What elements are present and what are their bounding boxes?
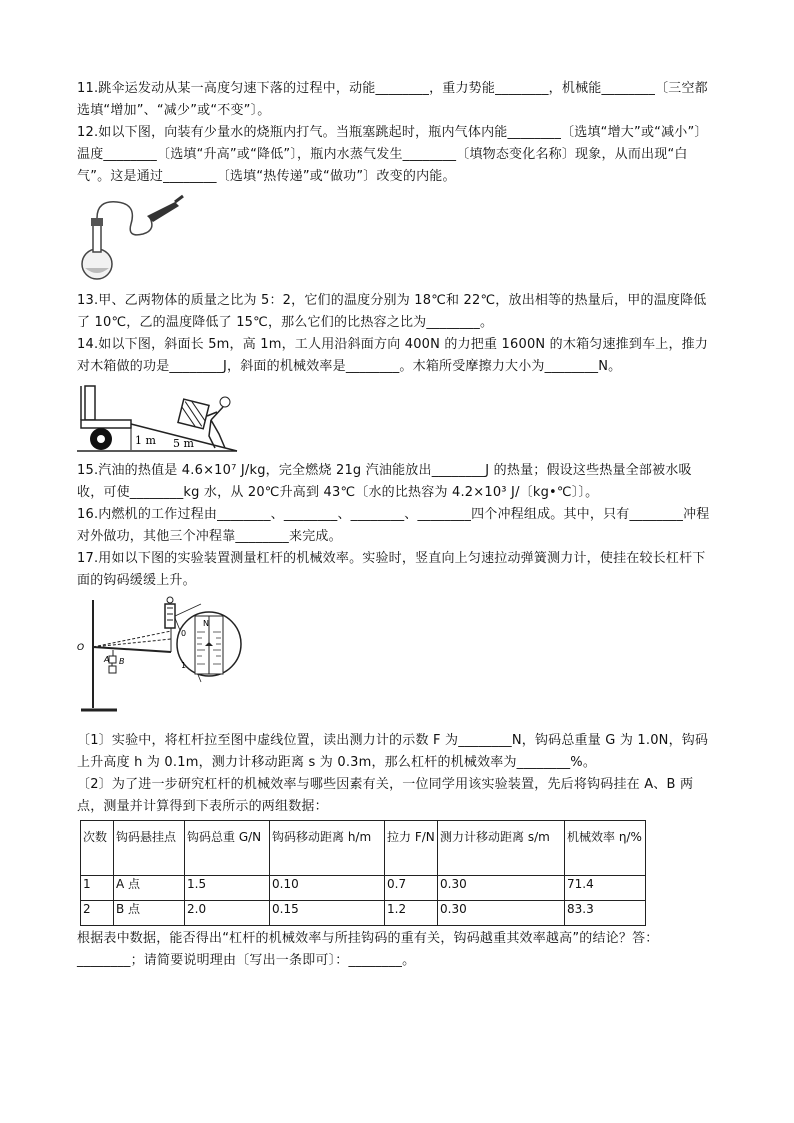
incline-figure bbox=[77, 382, 717, 454]
question-11: 11.跳伞运发动从某一高度匀速下落的过程中，动能________，重力势能________，机械能________〔三空都选填“增加”、“减少”或“不变”〕。 bbox=[77, 81, 708, 118]
length-label: 5 m bbox=[173, 437, 194, 450]
table-cell: 2.0 bbox=[185, 901, 270, 926]
point-a-label: A bbox=[104, 655, 110, 664]
table-cell: 2 bbox=[81, 901, 114, 926]
table-cell: 0.30 bbox=[438, 876, 565, 901]
question-17: 17.用如以下图的实验装置测量杠杆的机械效率。实验时，竖直向上匀速拉动弹簧测力计，使挂在较长杠杆下面的钩码缓缓上升。 bbox=[77, 551, 706, 588]
point-b-label: B bbox=[119, 657, 125, 666]
scale-tick-1-label: 1 bbox=[181, 661, 187, 670]
table-row bbox=[81, 876, 646, 901]
table-cell: A 点 bbox=[114, 876, 185, 901]
flask-pump-figure bbox=[77, 194, 717, 284]
table-header-row bbox=[81, 821, 646, 876]
table-cell: 0.30 bbox=[438, 901, 565, 926]
table-header-cell: 测力计移动距离 s/m bbox=[438, 821, 565, 876]
question-17-conclusion: 根据表中数据，能否得出“杠杆的机械效率与所挂钩码的重有关，钩码越重其效率越高”的结论？答：________；请简要说明理由〔写出一条即可〕：________。 bbox=[77, 931, 659, 968]
pivot-label: O bbox=[77, 643, 85, 653]
question-17-part-1: 〔1〕实验中，将杠杆拉至图中虚线位置，读出测力计的示数 F 为________N，钩码总重量 G 为 1.0N，钩码上升高度 h 为 0.1m，测力计移动距离 s 为 0.3m，那么杠杆的机械效率为________%。 bbox=[77, 733, 709, 770]
question-13: 13.甲、乙两物体的质量之比为 5：2，它们的温度分别为 18℃和 22℃，放出相等的热量后，甲的温度降低了 10℃，乙的温度降低了 15℃，那么它们的比热容之比为________。 bbox=[77, 293, 707, 330]
incline-illustration bbox=[77, 382, 247, 454]
table-cell: B 点 bbox=[114, 901, 185, 926]
table-header-cell: 次数 bbox=[81, 821, 114, 876]
question-12: 12.如以下图，向装有少量水的烧瓶内打气。当瓶塞跳起时，瓶内气体内能________〔选填“增大”或“减小”〕温度________〔选填“升高”或“降低”〕，瓶内水蒸气发生________〔填物态变化名称〕现象，从而出现“白气”。这是通过________〔选填“热传递”或“做功”〕改变的内能。 bbox=[77, 125, 708, 184]
table-cell: 1.5 bbox=[185, 876, 270, 901]
question-15: 15.汽油的热值是 4.6×10⁷ J/kg，完全燃烧 21g 汽油能放出________J 的热量；假设这些热量全部被水吸收，可使________kg 水，从 20℃升高到 43℃〔水的比热容为 4.2×10³ J/〔kg•℃〕〕。 bbox=[77, 463, 692, 500]
scale-tick-0-label: 0 bbox=[181, 629, 187, 638]
question-16: 16.内燃机的工作过程由________、________、________、________四个冲程组成。其中，只有________冲程对外做功，其他三个冲程靠________来完成。 bbox=[77, 507, 710, 544]
lever-illustration bbox=[77, 596, 247, 718]
table-cell: 1.2 bbox=[385, 901, 438, 926]
table-header-cell: 拉力 F/N bbox=[385, 821, 438, 876]
question-14: 14.如以下图，斜面长 5m，高 1m，工人用沿斜面方向 400N 的力把重 1600N 的木箱匀速推到车上，推力对木箱做的功是________J，斜面的机械效率是________。木箱所受摩擦力大小为________N。 bbox=[77, 337, 709, 374]
lever-figure bbox=[77, 596, 717, 718]
table-cell: 0.15 bbox=[270, 901, 385, 926]
table-header-cell: 钩码移动距离 h/m bbox=[270, 821, 385, 876]
table-cell: 1 bbox=[81, 876, 114, 901]
question-17-part-2: 〔2〕为了进一步研究杠杆的机械效率与哪些因素有关，一位同学用该实验装置，先后将钩码挂在 A、B 两点，测量并计算得到下表所示的两组数据： bbox=[77, 777, 694, 814]
table-header-cell: 钩码总重 G/N bbox=[185, 821, 270, 876]
scale-unit-label: N bbox=[203, 619, 209, 628]
table-header-cell: 机械效率 η/% bbox=[565, 821, 646, 876]
table-cell: 0.10 bbox=[270, 876, 385, 901]
table-cell: 83.3 bbox=[565, 901, 646, 926]
data-table bbox=[80, 820, 646, 926]
flask-pump-illustration bbox=[77, 194, 187, 284]
table-cell: 0.7 bbox=[385, 876, 438, 901]
table-cell: 71.4 bbox=[565, 876, 646, 901]
table-header-cell: 钩码悬挂点 bbox=[114, 821, 185, 876]
document-page bbox=[77, 78, 717, 972]
height-label: 1 m bbox=[135, 434, 156, 447]
table-row bbox=[81, 901, 646, 926]
